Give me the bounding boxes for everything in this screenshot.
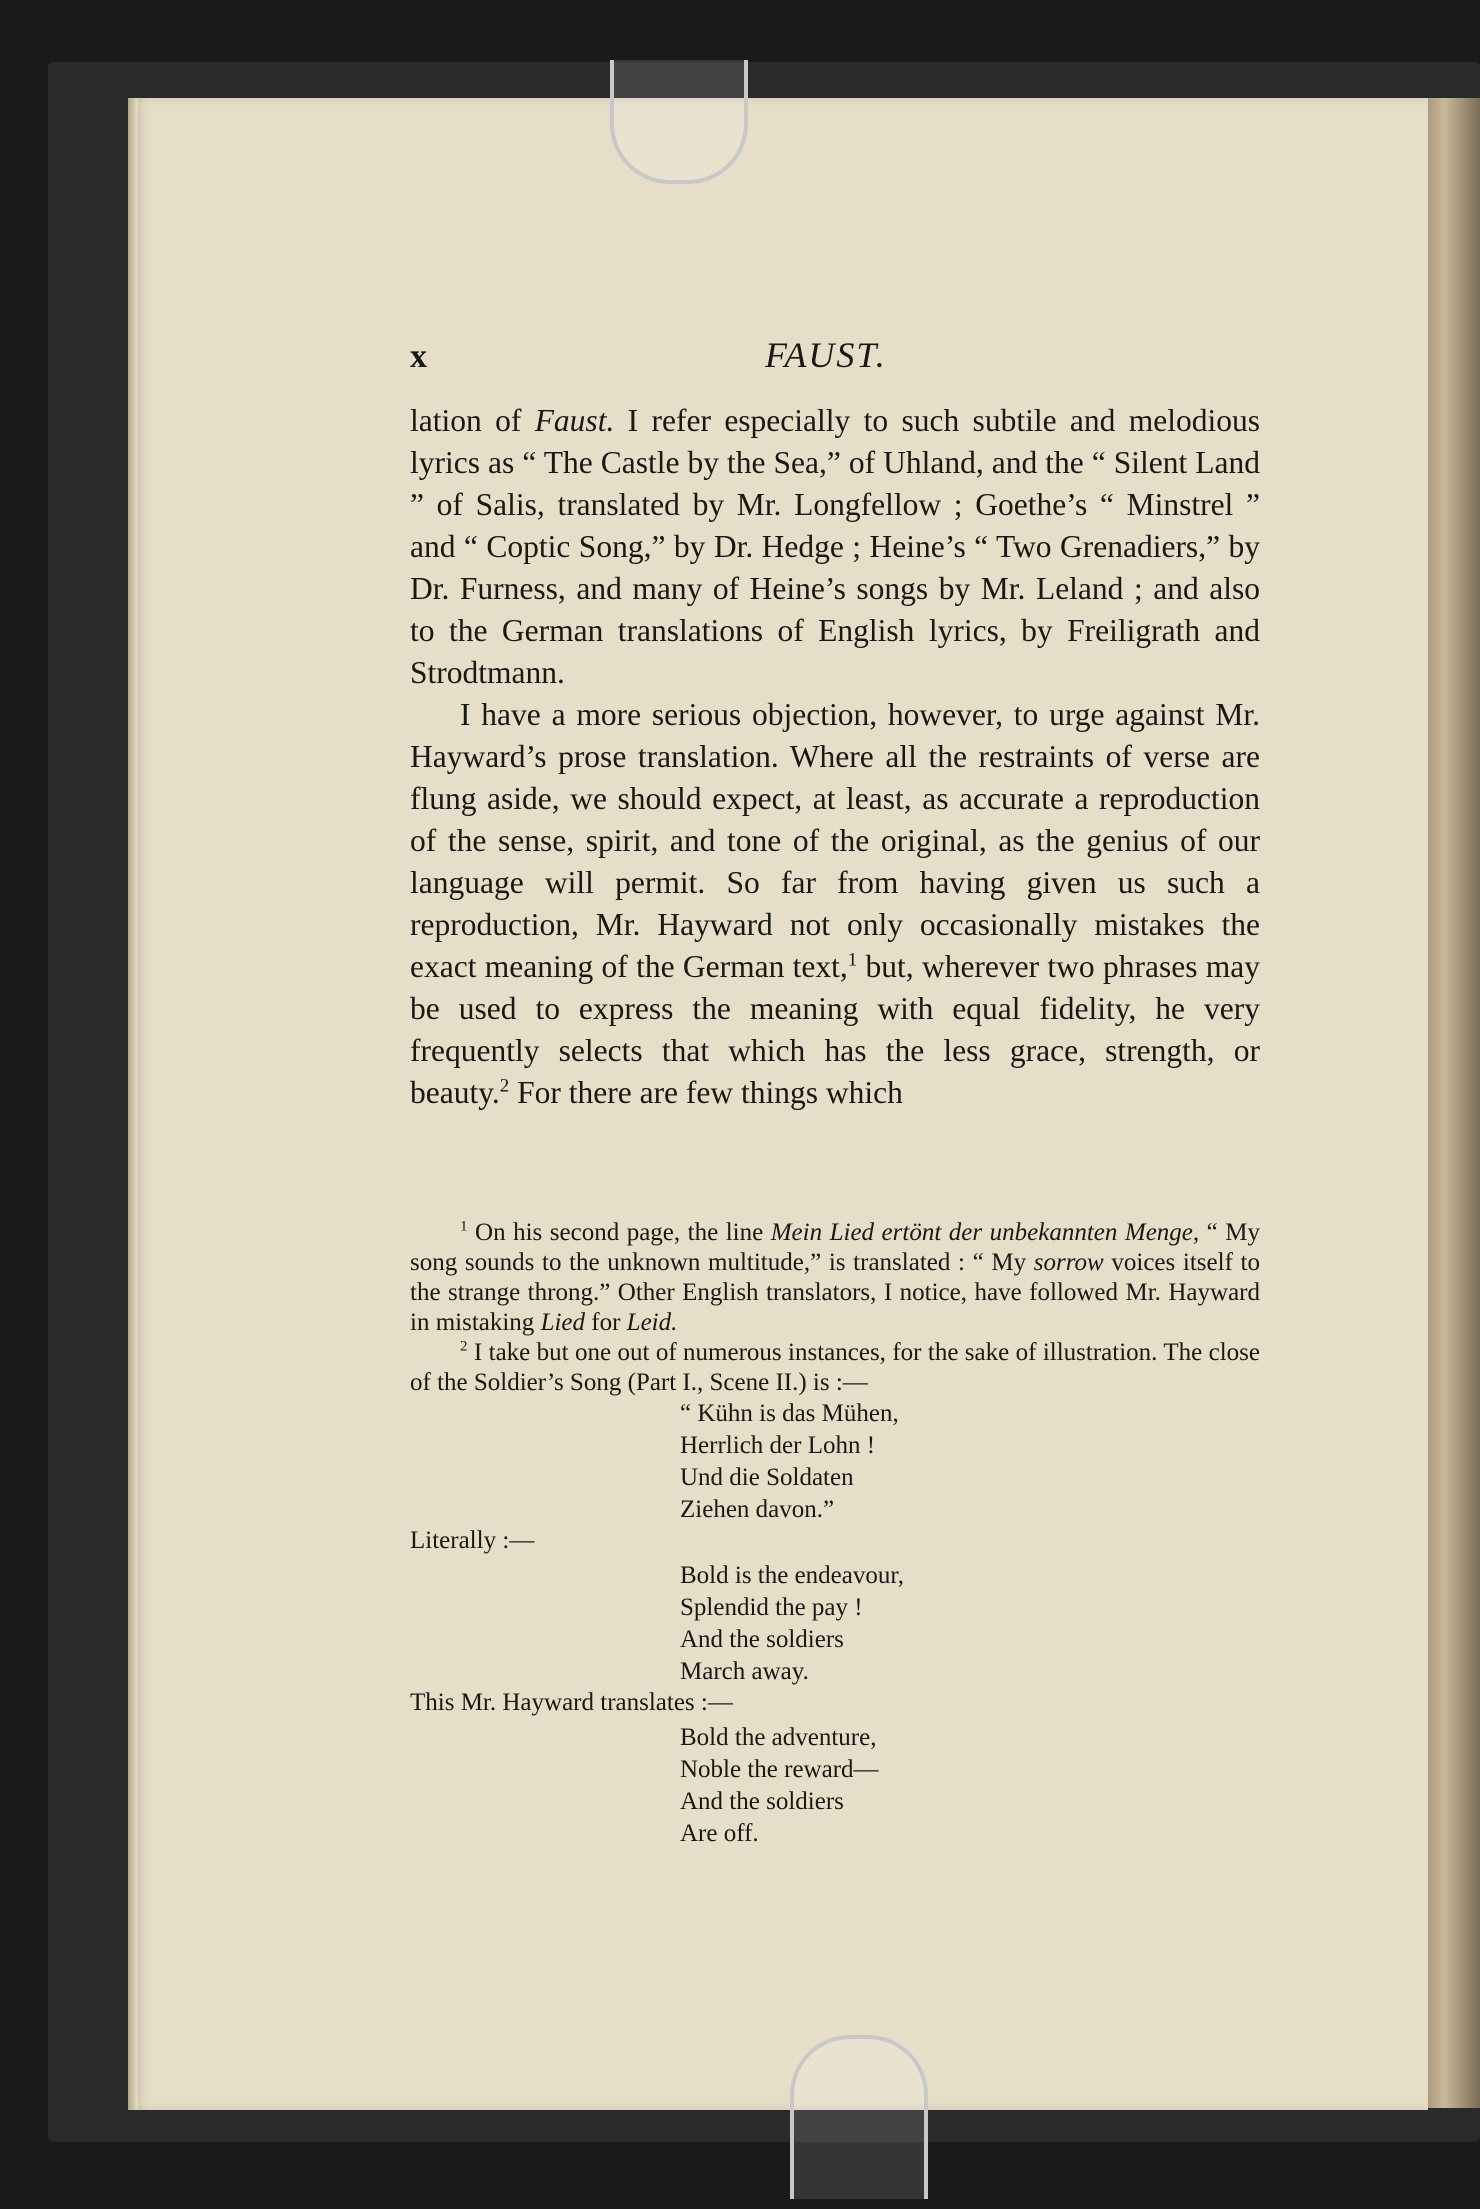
paragraph-2 [410, 694, 1260, 1114]
page-header [410, 335, 1260, 388]
verse-line: Bold is the endeavour, [680, 1562, 904, 1589]
page-edges [1420, 98, 1480, 2108]
hayward-verse [680, 1722, 1260, 1850]
text-run: I refer especially to such subtile and melodious lyrics as “ The Castle by the Sea,” of Uhland, and the “ Silent Land ” of Salis, translated by Mr. Longfellow ; Goethe’s “ Minstrel ” and “ Coptic Song,” by Dr. Hedge ; Heine’s “ Two Grenadiers,” by Dr. Furness, and many of Heine’s songs by Mr. Leland ; and also to the German translations of English lyrics, by Freiligrath and Strodtmann. [410, 403, 1260, 690]
footnote-ref: 1 [460, 1218, 468, 1235]
text-run: lation of [410, 403, 535, 438]
verse-line: Bold the adventure, [680, 1724, 877, 1751]
text-run: For there are few things which [509, 1075, 903, 1110]
page-clip-top [610, 60, 748, 184]
paragraph-1 [410, 400, 1260, 694]
verse-line: And the soldiers [680, 1626, 844, 1653]
italic-text: Faust. [534, 403, 615, 438]
footnote-ref: 1 [847, 949, 858, 971]
verse-line: Ziehen davon.” [680, 1496, 835, 1523]
text-run: “ My song sounds to the unknown multitude,” is translated : “ My [410, 1219, 1261, 1276]
page-clip-bottom [790, 2035, 928, 2199]
verse-line: “ Kühn is das Mühen, [680, 1400, 899, 1427]
german-verse [680, 1398, 1260, 1526]
footnote-ref: 2 [499, 1075, 510, 1097]
verse-line: Noble the reward— [680, 1756, 879, 1783]
italic-text: Leid. [626, 1309, 678, 1336]
verse-line: Und die Soldaten [680, 1464, 854, 1491]
footnote-1 [410, 1218, 1260, 1338]
text-run: I have a more serious objection, however, to urge against Mr. Hayward’s prose translation. Where all the restraints of verse are flung aside, we should expect, at least, as accurate a reproduction of the sense, spirit, and tone of the original, as the genius of our language will permit. So far from having given us such a reproduction, Mr. Hayward not only occasionally mistakes the exact meaning of the German text, [410, 697, 1260, 984]
running-head: FAUST. [765, 335, 887, 375]
page-number: x [410, 338, 427, 375]
footnotes [410, 1218, 1260, 1850]
italic-text: Mein Lied ertönt der unbekannten Menge, [770, 1219, 1200, 1246]
italic-text: Lied [540, 1309, 586, 1336]
literal-verse [680, 1560, 1260, 1688]
text-run: On his second page, the line [467, 1219, 771, 1246]
text-run: voices itself to the strange throng.” Other English translators, I notice, have followed Mr. Hayward in mistaking [410, 1249, 1260, 1336]
verse-line: March away. [680, 1658, 809, 1685]
verse-line: Are off. [680, 1820, 759, 1847]
verse-line: And the soldiers [680, 1788, 844, 1815]
text-run: I take but one out of numerous instances, for the sake of illustration. The close of the Soldier’s Song (Part I., Scene II.) is :— [410, 1339, 1260, 1396]
literally-label: Literally :— [410, 1527, 535, 1554]
footnote-2 [410, 1338, 1260, 1398]
verse-line: Herrlich der Lohn ! [680, 1432, 876, 1459]
verse-line: Splendid the pay ! [680, 1594, 863, 1621]
italic-text: sorrow [1033, 1249, 1104, 1276]
text-run: but, wherever two phrases may be used to express the meaning with equal fidelity, he very frequently selects that which has the less grace, strength, or beauty. [410, 949, 1260, 1110]
body-text [410, 400, 1260, 1114]
footnote-ref: 2 [460, 1338, 468, 1355]
hayward-label: This Mr. Hayward translates :— [410, 1689, 733, 1716]
text-run: for [585, 1309, 627, 1336]
